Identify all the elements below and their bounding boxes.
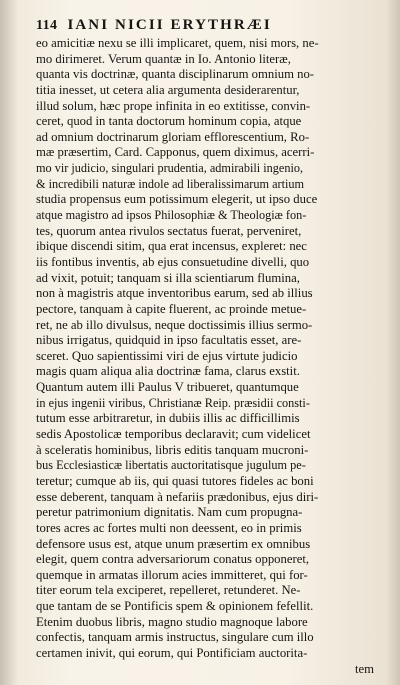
text-line-28: bus Ecclesiasticæ libertatis auctoritatisque jugulum pe- [36,458,306,473]
text-line-7: ad omnium doctrinarum gloriam efflorescentium, Ro- [36,129,310,144]
text-line-22: magis quam aliqua alia doctrinæ fama, clarus exstit. [36,364,300,379]
binding-shadow [0,0,18,685]
text-line-25: tutum esse arbitraretur, in dubiis illis ac difficillimis [36,411,300,426]
text-line-2: mo dirimeret. Verum quantæ in Io. Antonio literæ, [36,51,291,66]
text-line-38: Etenim duobus libris, magno studio magnoque labore [36,614,308,629]
latin-text-block [36,36,374,677]
text-line-20: nibus irrigatus, quidquid in ipso facultatis esset, are- [36,333,302,348]
page-number: 114 [36,18,58,33]
text-line-37: que tantam de se Pontificis spem & opinionem fefellit. [36,599,314,614]
text-line-4: titia inesset, ut cetera alia argumenta desiderarentur, [36,82,300,97]
text-line-11: studia propensus eum potissimum elegerit, ut ipso duce [36,192,318,207]
page-edge-shadow [386,0,400,685]
text-line-5: illud solum, hæc prope infinita in eo extitisse, convin- [36,98,311,113]
text-line-27: à sceleratis hominibus, libris editis tanquam mucroni- [36,442,309,457]
text-line-34: elegit, quem contra adversariorum conatus opponeret, [36,552,310,567]
text-line-10: & incredibili naturæ indole ad liberalissimarum artium [36,176,305,191]
text-line-12: atque magistro ad ipsos Philosophiæ & Theologiæ fon- [36,208,307,223]
text-line-1: eo amicitiæ nexu se illi implicaret, quem, nisi mors, ne- [36,36,319,50]
running-head [36,17,374,35]
text-line-16: ad vixit, potuit; tanquam si illa scientiarum flumina, [36,270,300,285]
text-line-31: peretur patrimonium dignitatis. Nam cum propugna- [36,505,303,520]
text-line-23: Quantum autem illi Paulus V tribueret, quantumque [36,380,299,395]
text-line-26: sedis Apostolicæ temporibus declaravit; cum videlicet [36,427,311,442]
catchword: tem [354,661,374,676]
text-line-8: mæ præsertim, Card. Capponus, quem diximus, acerri- [36,145,315,160]
text-line-36: titer eorum tela exciperet, repelleret, retunderet. Ne- [36,583,301,598]
text-line-14: ibique discendi sitim, qua erat incensus, expleret: nec [36,239,307,254]
text-line-30: esse deberent, tanquam à nefariis prædonibus, ejus diri- [36,489,319,504]
text-line-13: tes, quorum antea rivulos sectatus fuerat, perveniret, [36,223,302,238]
text-line-19: ret, ne ab illo divulsus, neque doctissimis illius sermo- [36,317,313,332]
text-line-18: pectore, tanquam à capite fluerent, ac proinde metue- [36,301,307,316]
running-title: IANI NICII ERYTHRÆI [67,17,272,33]
text-line-33: defensore usus est, atque unum præsertim ex omnibus [36,536,311,551]
text-line-35: quemque in armatas illorum acies immitteret, qui for- [36,567,308,582]
text-line-3: quanta vis doctrinæ, quanta disciplinarum omnium no- [36,67,315,82]
text-line-17: non à magistris atque inventoribus earum, sed ab illius [36,286,313,301]
text-line-9: mo vir judicio, singulari prudentia, admirabili ingenio, [36,161,304,176]
text-line-15: iis fontibus inventis, ab ejus consuetudine divelli, quo [36,254,310,269]
text-line-29: teretur; cumque ab iis, qui quasi tutores fideles ac boni [36,473,314,488]
text-line-21: sceret. Quo sapientissimi viri de ejus virtute judicio [36,348,298,363]
text-line-39: confectis, tanquam armis instructus, singulare cum illo [36,630,314,645]
text-line-24: in ejus ingenii viribus, Christianæ Reip. præsidii consti- [36,395,310,410]
text-line-32: tores acres ac fortes multi non deessent, eo in primis [36,520,302,535]
text-line-40: certamen inivit, qui eorum, qui Pontificiam auctorita- [36,645,308,660]
text-line-6: ceret, quod in tanta doctorum hominum copia, atque [36,114,302,129]
